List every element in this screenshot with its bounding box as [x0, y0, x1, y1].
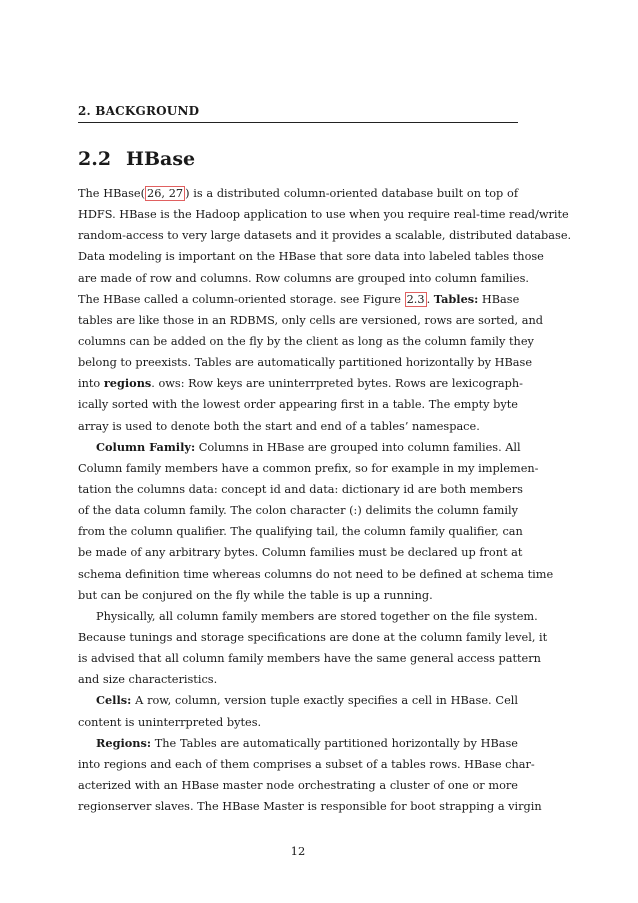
citation-link[interactable]: 26, 27 — [147, 187, 184, 200]
text-line: content is uninterrpreted bytes. — [78, 715, 262, 729]
text-line: Physically, all column family members are stored together on the file system. — [96, 609, 538, 623]
text-line: tables are like those in an RDBMS, only cells are versioned, rows are sorted, and — [78, 313, 543, 327]
term-regions-heading: Regions: — [96, 735, 152, 750]
text-line: belong to preexists. Tables are automatically partitioned horizontally by HBase — [78, 356, 533, 370]
text-line: regionserver slaves. The HBase Master is responsible for boot strapping a virgin — [78, 800, 542, 814]
text-line: is advised that all column family members have the same general access pattern — [78, 652, 541, 666]
section-title: HBase — [126, 148, 196, 170]
text-line: Cells: A row, column, version tuple exactly specifies a cell in HBase. Cell — [96, 693, 518, 708]
text-line: random-access to very large datasets and it provides a scalable, distributed database. — [78, 229, 572, 243]
text-line: columns can be added on the fly by the client as long as the column family they — [78, 334, 534, 348]
text-line: HDFS. HBase is the Hadoop application to use when you require real-time read/write — [78, 208, 569, 222]
term-regions: regions — [103, 376, 152, 391]
header-rule — [78, 122, 518, 123]
text-line: The HBase( 26, 27 ) is a distributed column-oriented database built on top of — [78, 187, 519, 200]
text-line: and size characteristics. — [78, 673, 218, 687]
page-number: 12 — [290, 844, 306, 858]
text-line: schema definition time whereas columns do not need to be defined at schema time — [78, 567, 554, 581]
text-line: Column family members have a common prefix, so for example in my implemen- — [78, 461, 539, 475]
section-heading — [78, 148, 195, 170]
text-line: into regions and each of them comprises a subset of a tables rows. HBase char- — [78, 757, 535, 771]
term-column-family: Column Family: — [96, 439, 196, 454]
text-line: are made of row and columns. Row columns are grouped into column families. — [78, 271, 529, 285]
term-tables: Tables: — [433, 291, 479, 306]
text-line: Data modeling is important on the HBase that sore data into labeled tables those — [78, 250, 544, 264]
term-cells: Cells: — [96, 693, 132, 708]
text-line: of the data column family. The colon character (:) delimits the column family — [78, 504, 518, 518]
text-line: tation the columns data: concept id and data: dictionary id are both members — [78, 482, 523, 496]
figure-link[interactable]: 2.3 — [406, 292, 425, 306]
body-text — [78, 183, 572, 817]
section-number: 2.2 — [78, 148, 112, 170]
text-line: acterized with an HBase master node orchestrating a cluster of one or more — [78, 778, 518, 792]
text-line: The HBase called a column-oriented storage. see Figure 2.3 . Tables: HBase — [78, 291, 520, 306]
text-line: ically sorted with the lowest order appearing first in a table. The empty byte — [78, 398, 518, 412]
running-head: 2. BACKGROUND — [78, 104, 200, 118]
text-line: into regions. ows: Row keys are uninterrpreted bytes. Rows are lexicograph- — [78, 376, 523, 391]
text-line: array is used to denote both the start and end of a tables’ namespace. — [78, 419, 480, 433]
text-line: from the column qualifier. The qualifying tail, the column family qualifier, can — [78, 525, 523, 539]
text-line: Column Family: Columns in HBase are grouped into column families. All — [96, 439, 521, 454]
text-line: but can be conjured on the fly while the table is up a running. — [78, 588, 433, 602]
text-line: Regions: The Tables are automatically partitioned horizontally by HBase — [96, 735, 518, 750]
text-line: Because tunings and storage specifications are done at the column family level, it — [78, 630, 548, 644]
text-line: be made of any arbitrary bytes. Column families must be declared up front at — [78, 546, 523, 560]
